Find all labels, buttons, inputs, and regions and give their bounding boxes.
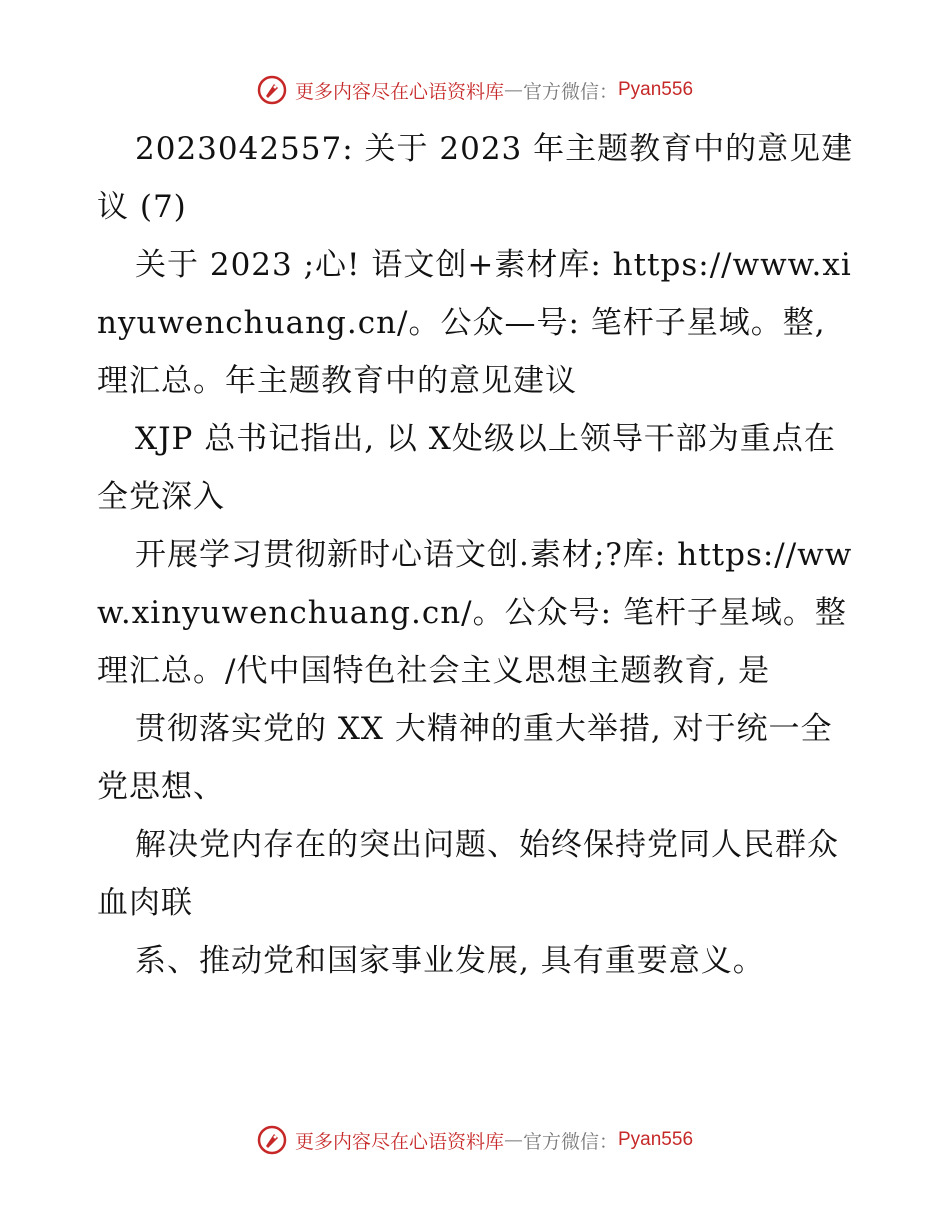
document-body (97, 120, 857, 990)
doc-paragraph: 贯彻落实党的 XX 大精神的重大举措, 对于统一全党思想、 (97, 711, 833, 805)
banner-separator: — (503, 79, 523, 101)
banner-wechat-label: 官方微信： (522, 1130, 618, 1153)
doc-paragraph: 解决党内存在的突出问题、始终保持党同人民群众血肉联 (97, 827, 839, 921)
pen-nib-icon (257, 1125, 287, 1155)
doc-title-paragraph: 2023042557: 关于 2023 年主题教育中的意见建议 (7) (97, 131, 854, 225)
doc-paragraph: 关于 2023 ;心! 语文创+素材库: https://www.xinyuwenchuang.cn/。公众—号: 笔杆子星域。整,理汇总。年主题教育中的意见建议 (97, 247, 852, 399)
doc-paragraph: 系、推动党和国家事业发展, 具有重要意义。 (135, 943, 765, 979)
header-watermark-banner (0, 70, 950, 110)
footer-watermark-banner (0, 1120, 950, 1160)
banner-separator: — (503, 1129, 523, 1151)
doc-paragraph: XJP 总书记指出, 以 X处级以上领导干部为重点在全党深入 (97, 421, 836, 515)
banner-text: 更多内容尽在心语资料库 (294, 1130, 504, 1153)
pen-nib-icon (257, 75, 287, 105)
banner-text: 更多内容尽在心语资料库 (294, 80, 504, 103)
banner-wechat-handle: Pyan556 (618, 79, 694, 100)
banner-wechat-label: 官方微信： (522, 80, 618, 103)
banner-wechat-handle: Pyan556 (618, 1129, 694, 1150)
doc-paragraph: 开展学习贯彻新时心语文创.素材;?库: https://www.xinyuwenchuang.cn/。公众号: 笔杆子星域。整理汇总。/代中国特色社会主义思想主题教育, 是 (97, 537, 853, 689)
